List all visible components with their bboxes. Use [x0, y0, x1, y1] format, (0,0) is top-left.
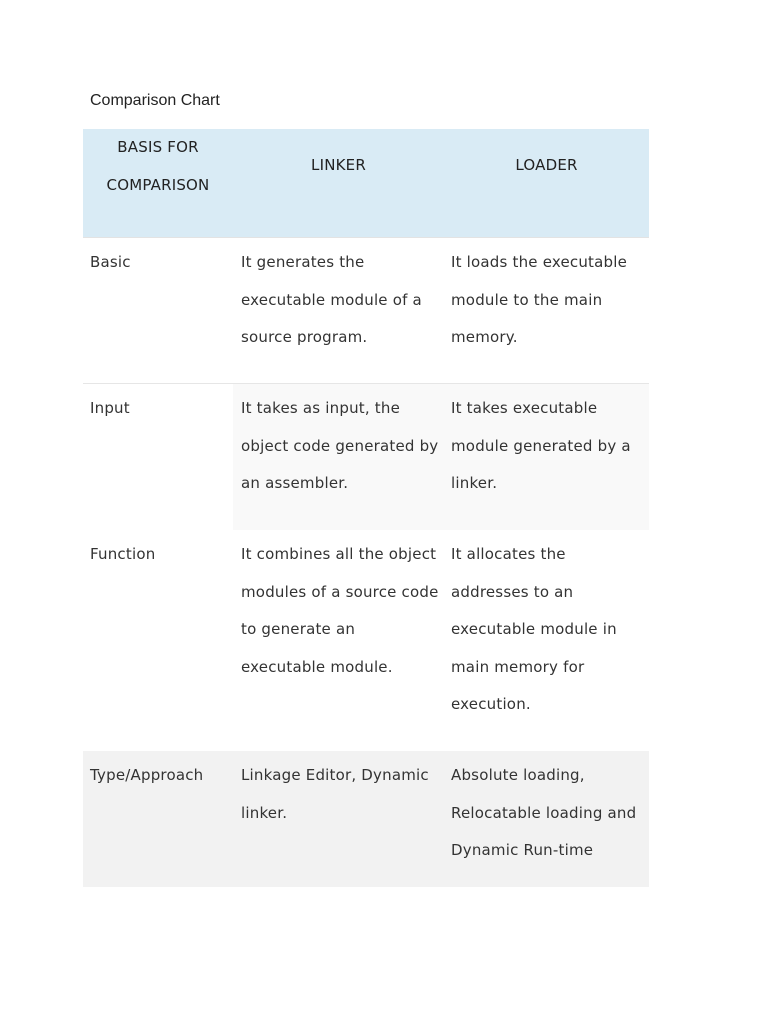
header-linker: LINKER	[311, 156, 366, 174]
row-loader-cell: It takes executable module generated by a linker.	[451, 399, 631, 493]
row-linker-cell: It takes as input, the object code generated by an assembler.	[241, 399, 439, 493]
row-linker-cell: Linkage Editor, Dynamic linker.	[241, 766, 429, 822]
header-loader: LOADER	[515, 156, 578, 174]
table-row	[83, 751, 649, 887]
row-basis-cell: Function	[90, 545, 156, 563]
comparison-table	[83, 129, 649, 887]
table-row	[83, 530, 649, 751]
table-header-row	[83, 129, 649, 238]
row-basis-cell: Basic	[90, 253, 131, 271]
table-row	[83, 238, 649, 384]
row-linker-cell: It combines all the object modules of a source code to generate an executable module.	[241, 545, 439, 676]
row-basis-cell: Type/Approach	[83, 751, 233, 887]
header-basis: BASIS FOR COMPARISON	[106, 138, 210, 194]
row-basis-cell: Input	[83, 384, 233, 530]
row-loader-cell: It allocates the addresses to an executable module in main memory for execution.	[451, 545, 617, 714]
row-loader-cell: Absolute loading, Relocatable loading and Dynamic Run-time	[451, 766, 637, 860]
row-linker-cell: It generates the executable module of a source program.	[241, 253, 422, 347]
page-title: Comparison Chart	[90, 92, 220, 109]
row-loader-cell: It loads the executable module to the main memory.	[451, 253, 628, 347]
table-row	[83, 384, 649, 530]
